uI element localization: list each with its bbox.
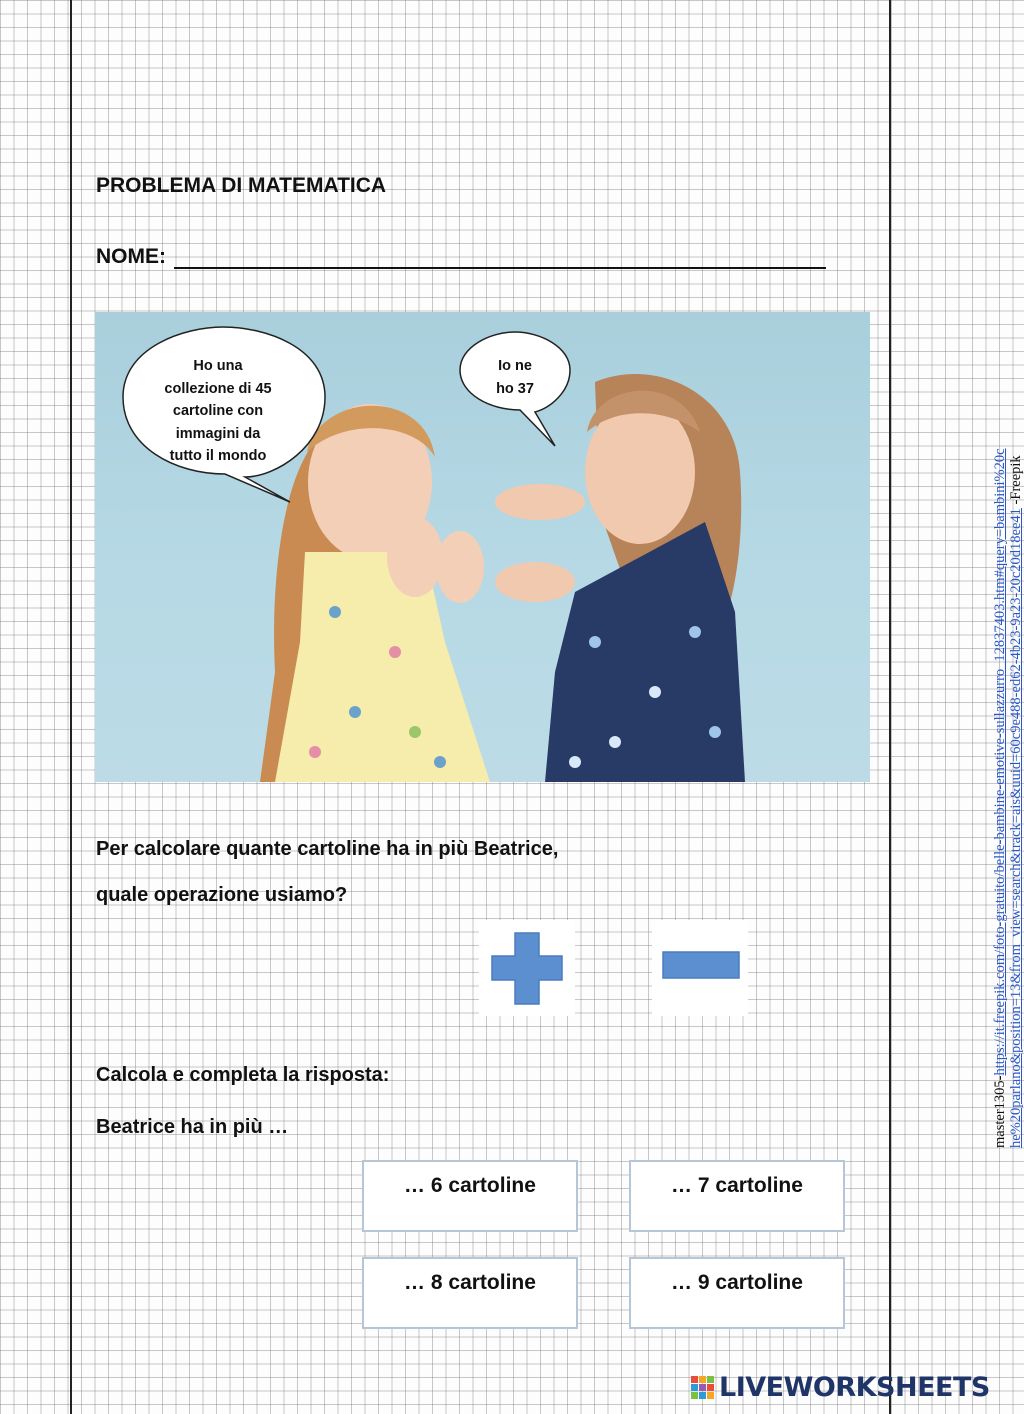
credit-link[interactable]: https://it.freepik.com/foto-gratuito/belle-bambine-emotive-sullazzurro_12837403.htm#query=bambini%20che%20parlano&position=13&from_view=search&track=ais&uuid=60c9e488-ed62-4b23-9a23-20c20d18ee41 xyxy=(992,448,1024,1148)
right-margin-line xyxy=(889,0,891,1414)
name-label: NOME: xyxy=(96,245,166,268)
minus-icon xyxy=(652,920,748,1016)
name-row xyxy=(96,243,826,269)
choice-7-cartoline[interactable]: … 7 cartoline xyxy=(629,1160,845,1232)
credit-author: master1305- xyxy=(992,1075,1008,1148)
choice-9-cartoline[interactable]: … 9 cartoline xyxy=(629,1257,845,1329)
logo-icon xyxy=(691,1374,715,1402)
logo-text: LIVEWORKSHEETS xyxy=(719,1372,990,1403)
choice-8-cartoline[interactable]: … 8 cartoline xyxy=(362,1257,578,1329)
credit-source: -Freepik xyxy=(1008,455,1024,509)
minus-option[interactable] xyxy=(652,920,748,1016)
answer-lead: Beatrice ha in più … xyxy=(96,1116,289,1138)
plus-icon xyxy=(479,920,575,1016)
illustration-photo xyxy=(95,312,870,782)
speech-text-right: Io ne ho 37 xyxy=(496,358,534,397)
worksheet-title: PROBLEMA DI MATEMATICA xyxy=(96,174,387,197)
choice-6-cartoline[interactable]: … 6 cartoline xyxy=(362,1160,578,1232)
question-text: Per calcolare quante cartoline ha in più Beatrice, quale operazione usiamo? xyxy=(96,838,559,906)
left-girl-hands xyxy=(387,517,443,597)
left-margin-line xyxy=(70,0,72,1414)
speech-text-left: Ho una collezione di 45 cartoline con immagini da tutto il mondo xyxy=(164,358,272,464)
plus-option[interactable] xyxy=(479,920,575,1016)
right-girl-dress xyxy=(545,522,745,782)
name-input-line[interactable] xyxy=(174,243,826,269)
right-girl-hands xyxy=(495,484,585,520)
liveworksheets-logo xyxy=(691,1372,990,1403)
calc-prompt: Calcola e completa la risposta: xyxy=(96,1064,390,1086)
photo-credit xyxy=(992,448,1024,1148)
